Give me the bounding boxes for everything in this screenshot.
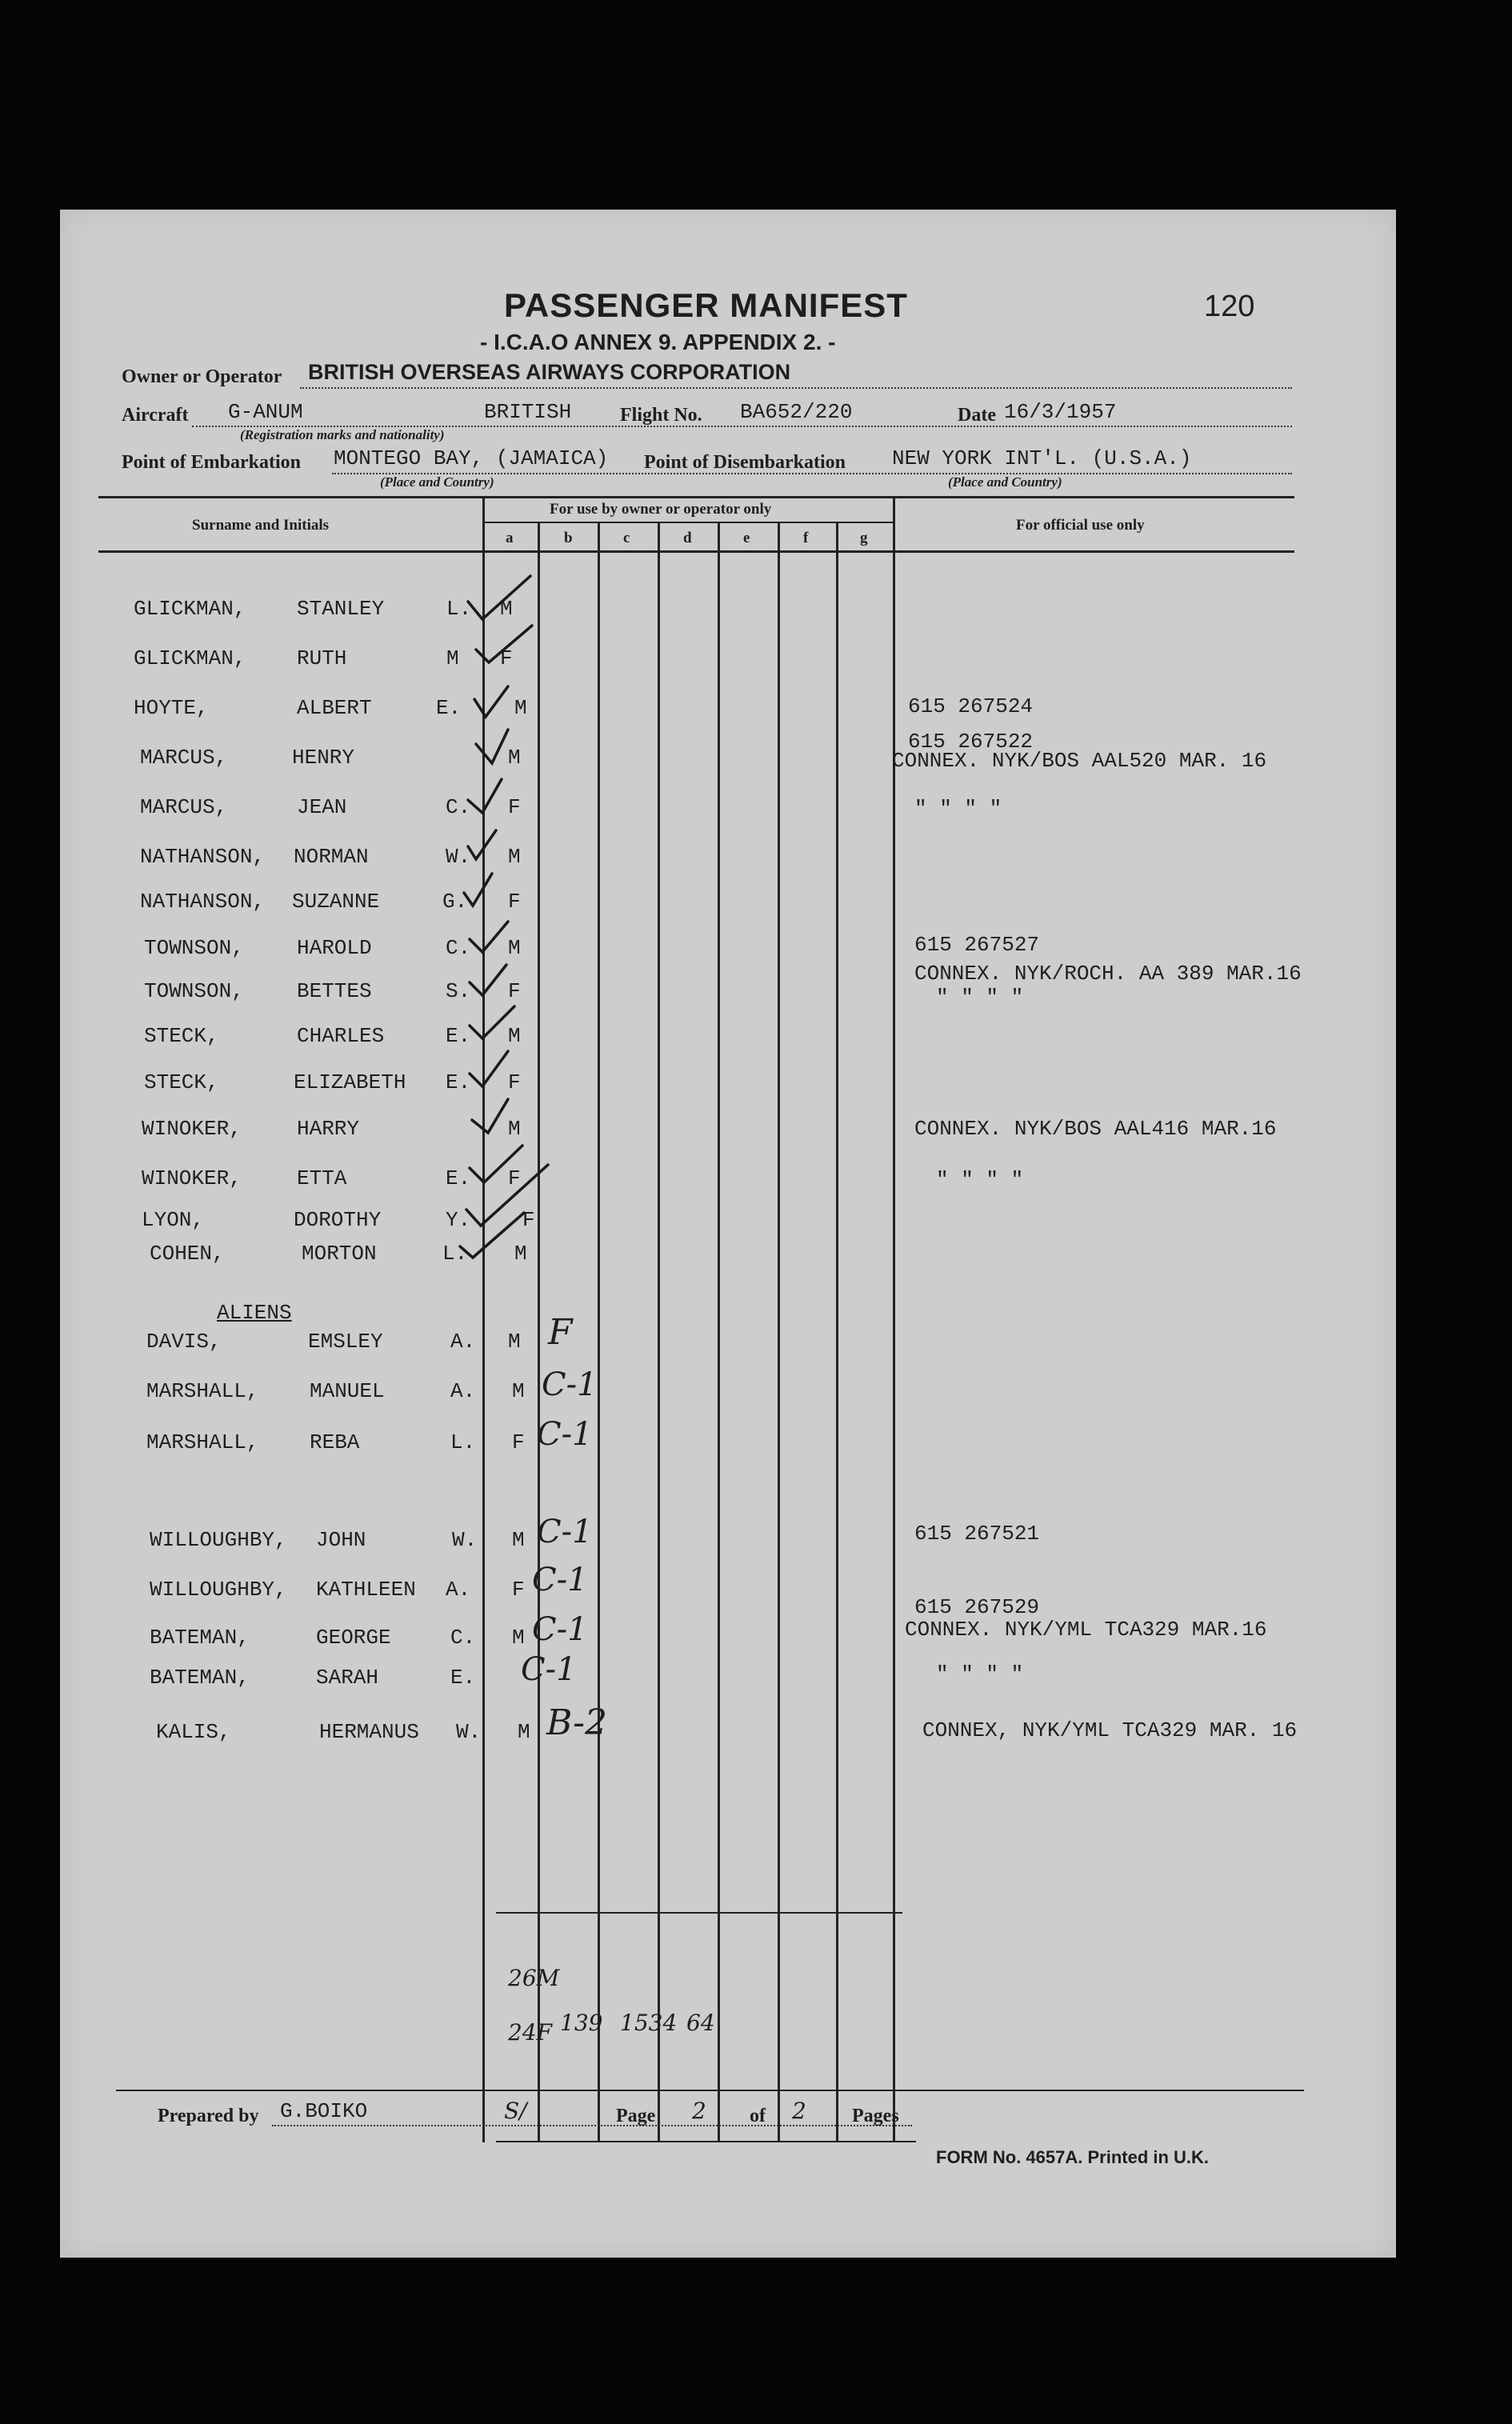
aircraft-reg: G-ANUM xyxy=(228,400,303,424)
registration-caption: (Registration marks and nationality) xyxy=(240,427,445,442)
alien-sex: M xyxy=(512,1528,525,1552)
passenger-surname: TOWNSON, xyxy=(144,979,244,1003)
official-note: 615 267524 xyxy=(908,694,1034,718)
passenger-surname: WINOKER, xyxy=(142,1117,242,1141)
check-mark xyxy=(468,830,496,859)
alien-sex: F xyxy=(512,1578,525,1602)
owner-label: Owner or Operator xyxy=(122,366,282,387)
check-mark xyxy=(472,1099,508,1133)
alien-initial: E. xyxy=(450,1666,476,1690)
passenger-first-name: JEAN xyxy=(297,795,347,819)
alien-code: C-1 xyxy=(532,1611,588,1648)
operator-use-header: For use by owner or operator only xyxy=(550,501,772,518)
official-note: 615 267521 xyxy=(914,1522,1040,1546)
alien-initial: W. xyxy=(456,1720,482,1744)
check-mark xyxy=(466,1165,548,1226)
passenger-surname: LYON, xyxy=(142,1208,205,1232)
totals-bottom-rule xyxy=(496,2141,916,2142)
official-note: 615 267527 xyxy=(914,933,1040,957)
passenger-initial: M xyxy=(446,646,459,670)
check-mark xyxy=(460,1213,524,1258)
pages-label: Pages xyxy=(852,2106,899,2126)
surname-header: Surname and Initials xyxy=(192,517,330,534)
of-label: of xyxy=(750,2106,766,2126)
passenger-first-name: NORMAN xyxy=(294,845,369,869)
passenger-first-name: HENRY xyxy=(292,746,355,770)
passenger-first-name: BETTES xyxy=(297,979,372,1003)
passenger-first-name: HARRY xyxy=(297,1117,360,1141)
check-mark xyxy=(470,965,506,995)
passenger-sex: M xyxy=(508,1117,521,1141)
prepared-by-signature: S/ xyxy=(504,2098,527,2124)
passenger-sex: F xyxy=(522,1208,535,1232)
checkmarks-overlay xyxy=(60,210,1396,2258)
passenger-surname: GLICKMAN, xyxy=(134,597,246,621)
aliens-heading: ALIENS xyxy=(217,1301,292,1325)
alien-code: C-1 xyxy=(537,1514,593,1550)
alien-code: C-1 xyxy=(542,1366,598,1403)
passenger-sex: F xyxy=(508,1070,521,1094)
page-label: Page xyxy=(616,2106,656,2126)
official-note: " " " " xyxy=(936,1662,1024,1686)
passenger-first-name: HAROLD xyxy=(297,936,372,960)
flight-label: Flight No. xyxy=(620,405,702,426)
alien-surname: KALIS, xyxy=(156,1720,231,1744)
passenger-sex: F xyxy=(508,795,521,819)
passenger-surname: NATHANSON, xyxy=(140,890,266,914)
col-c-header: c xyxy=(623,530,630,546)
total-col-c: 1534 xyxy=(620,2010,678,2036)
passenger-first-name: SUZANNE xyxy=(292,890,380,914)
alien-first-name: MANUEL xyxy=(310,1379,385,1403)
check-mark xyxy=(470,1006,514,1038)
embarkation-caption: (Place and Country) xyxy=(380,474,494,490)
check-mark xyxy=(468,576,530,619)
passenger-sex: F xyxy=(508,1166,521,1190)
prepared-by-dotted-line xyxy=(272,2125,912,2126)
check-mark xyxy=(468,779,502,813)
passenger-surname: WINOKER, xyxy=(142,1166,242,1190)
official-note: CONNEX, NYK/YML TCA329 MAR. 16 xyxy=(922,1718,1298,1742)
alien-code: C-1 xyxy=(537,1416,593,1453)
alien-sex: M xyxy=(518,1720,530,1744)
alien-surname: DAVIS, xyxy=(146,1330,222,1354)
alien-surname: BATEMAN, xyxy=(150,1626,250,1650)
passenger-sex: M xyxy=(508,936,521,960)
passenger-surname: COHEN, xyxy=(150,1242,225,1266)
check-mark xyxy=(470,1146,522,1182)
total-males: 26M xyxy=(508,1965,560,1991)
passenger-initial: G. xyxy=(442,890,468,914)
passenger-first-name: ETTA xyxy=(297,1166,347,1190)
passenger-initial: C. xyxy=(446,795,471,819)
page-value: 2 xyxy=(692,2098,706,2124)
disembarkation-label: Point of Disembarkation xyxy=(644,452,846,473)
alien-surname: MARSHALL, xyxy=(146,1430,259,1454)
official-note: CONNEX. NYK/YML TCA329 MAR.16 xyxy=(905,1618,1267,1642)
passenger-surname: MARCUS, xyxy=(140,746,228,770)
alien-first-name: HERMANUS xyxy=(319,1720,419,1744)
alien-surname: MARSHALL, xyxy=(146,1379,259,1403)
passenger-sex: M xyxy=(500,597,513,621)
passenger-first-name: DOROTHY xyxy=(294,1208,382,1232)
passenger-first-name: RUTH xyxy=(297,646,347,670)
alien-first-name: EMSLEY xyxy=(308,1330,383,1354)
official-note-connex: CONNEX. NYK/BOS AAL520 MAR. 16 xyxy=(892,749,1267,773)
official-note: 615 267522 xyxy=(908,730,1034,754)
passenger-initial: Y. xyxy=(446,1208,471,1232)
alien-code: C-1 xyxy=(532,1562,588,1598)
passenger-sex: F xyxy=(500,646,513,670)
totals-top-rule xyxy=(496,1912,902,1914)
passenger-first-name: ELIZABETH xyxy=(294,1070,406,1094)
form-number: FORM No. 4657A. Printed in U.K. xyxy=(936,2147,1210,2167)
date-label: Date xyxy=(958,405,996,426)
total-females: 24F xyxy=(508,2019,553,2046)
passenger-initial: E. xyxy=(436,696,462,720)
alien-code: B-2 xyxy=(546,1702,608,1743)
total-col-d: 64 xyxy=(686,2010,715,2036)
col-f-header: f xyxy=(803,530,809,546)
col-g-header: g xyxy=(860,530,868,546)
page-number: 120 xyxy=(1204,290,1255,323)
check-mark xyxy=(464,874,492,906)
passenger-surname: STECK, xyxy=(144,1070,219,1094)
alien-first-name: JOHN xyxy=(316,1528,366,1552)
alien-first-name: GEORGE xyxy=(316,1626,391,1650)
passenger-sex: F xyxy=(508,979,521,1003)
passenger-surname: MARCUS, xyxy=(140,795,228,819)
passenger-initial: E. xyxy=(446,1024,471,1048)
alien-initial: A. xyxy=(450,1379,476,1403)
of-value: 2 xyxy=(792,2098,806,2124)
passenger-surname: HOYTE, xyxy=(134,696,209,720)
alien-surname: BATEMAN, xyxy=(150,1666,250,1690)
manifest-sheet xyxy=(60,210,1396,2258)
prepared-by-value: G.BOIKO xyxy=(280,2099,368,2123)
alien-first-name: KATHLEEN xyxy=(316,1578,416,1602)
document-subtitle: - I.C.A.O ANNEX 9. APPENDIX 2. - xyxy=(480,330,836,354)
col-e-header: e xyxy=(743,530,750,546)
passenger-initial: W. xyxy=(446,845,471,869)
alien-sex: M xyxy=(508,1330,521,1354)
flight-value: BA652/220 xyxy=(740,400,853,424)
passenger-sex: M xyxy=(514,696,527,720)
disembarkation-value: NEW YORK INT'L. (U.S.A.) xyxy=(892,446,1192,470)
check-mark xyxy=(470,922,508,952)
alien-sex: M xyxy=(512,1626,525,1650)
alien-sex: F xyxy=(512,1430,525,1454)
alien-surname: WILLOUGHBY, xyxy=(150,1528,287,1552)
alien-code: F xyxy=(548,1312,573,1353)
official-note-ditto: " " " " xyxy=(914,797,1002,821)
passenger-sex: F xyxy=(508,890,521,914)
passenger-sex: M xyxy=(514,1242,527,1266)
alien-surname: WILLOUGHBY, xyxy=(150,1578,287,1602)
embarkation-label: Point of Embarkation xyxy=(122,452,302,473)
prepared-by-label: Prepared by xyxy=(158,2106,259,2126)
check-mark xyxy=(476,730,508,763)
passenger-sex: M xyxy=(508,1024,521,1048)
passenger-surname: TOWNSON, xyxy=(144,936,244,960)
alien-code: C-1 xyxy=(521,1651,577,1688)
passenger-initial: L. xyxy=(446,597,472,621)
passenger-surname: GLICKMAN, xyxy=(134,646,246,670)
col-a-header: a xyxy=(506,530,514,546)
official-note: " " " " xyxy=(936,1168,1024,1192)
alien-first-name: SARAH xyxy=(316,1666,379,1690)
passenger-initial: E. xyxy=(446,1166,471,1190)
passenger-first-name: CHARLES xyxy=(297,1024,385,1048)
embarkation-value: MONTEGO BAY, (JAMAICA) xyxy=(334,446,609,470)
passenger-sex: M xyxy=(508,746,521,770)
disembarkation-caption: (Place and Country) xyxy=(948,474,1062,490)
footer-rule xyxy=(116,2090,1304,2091)
passenger-surname: NATHANSON, xyxy=(140,845,266,869)
official-note: 615 267529 xyxy=(914,1595,1040,1619)
total-col-b: 139 xyxy=(560,2010,603,2036)
passenger-first-name: MORTON xyxy=(302,1242,377,1266)
check-mark xyxy=(474,686,508,717)
check-mark xyxy=(476,626,532,662)
passenger-first-name: ALBERT xyxy=(297,696,372,720)
alien-initial: L. xyxy=(450,1430,476,1454)
document-title: PASSENGER MANIFEST xyxy=(504,286,908,324)
official-note-ditto: " " " " xyxy=(936,986,1024,1010)
passenger-sex: M xyxy=(508,845,521,869)
owner-value: BRITISH OVERSEAS AIRWAYS CORPORATION xyxy=(308,360,791,384)
passenger-initial: S. xyxy=(446,979,471,1003)
alien-initial: A. xyxy=(446,1578,471,1602)
check-mark xyxy=(470,1051,508,1086)
col-b-header: b xyxy=(564,530,573,546)
passenger-first-name: STANLEY xyxy=(297,597,385,621)
alien-initial: A. xyxy=(450,1330,476,1354)
col-d-header: d xyxy=(683,530,692,546)
official-note-connex: CONNEX. NYK/ROCH. AA 389 MAR.16 xyxy=(914,962,1302,986)
official-note: CONNEX. NYK/BOS AAL416 MAR.16 xyxy=(914,1117,1277,1141)
alien-initial: C. xyxy=(450,1626,476,1650)
passenger-initial: E. xyxy=(446,1070,471,1094)
alien-first-name: REBA xyxy=(310,1430,360,1454)
date-value: 16/3/1957 xyxy=(1004,400,1117,424)
passenger-surname: STECK, xyxy=(144,1024,219,1048)
passenger-initial: C. xyxy=(446,936,471,960)
aircraft-label: Aircraft xyxy=(122,405,189,426)
alien-initial: W. xyxy=(452,1528,478,1552)
official-use-header: For official use only xyxy=(1016,517,1145,534)
aircraft-nationality: BRITISH xyxy=(484,400,572,424)
alien-sex: M xyxy=(512,1379,525,1403)
passenger-initial: L. xyxy=(442,1242,468,1266)
